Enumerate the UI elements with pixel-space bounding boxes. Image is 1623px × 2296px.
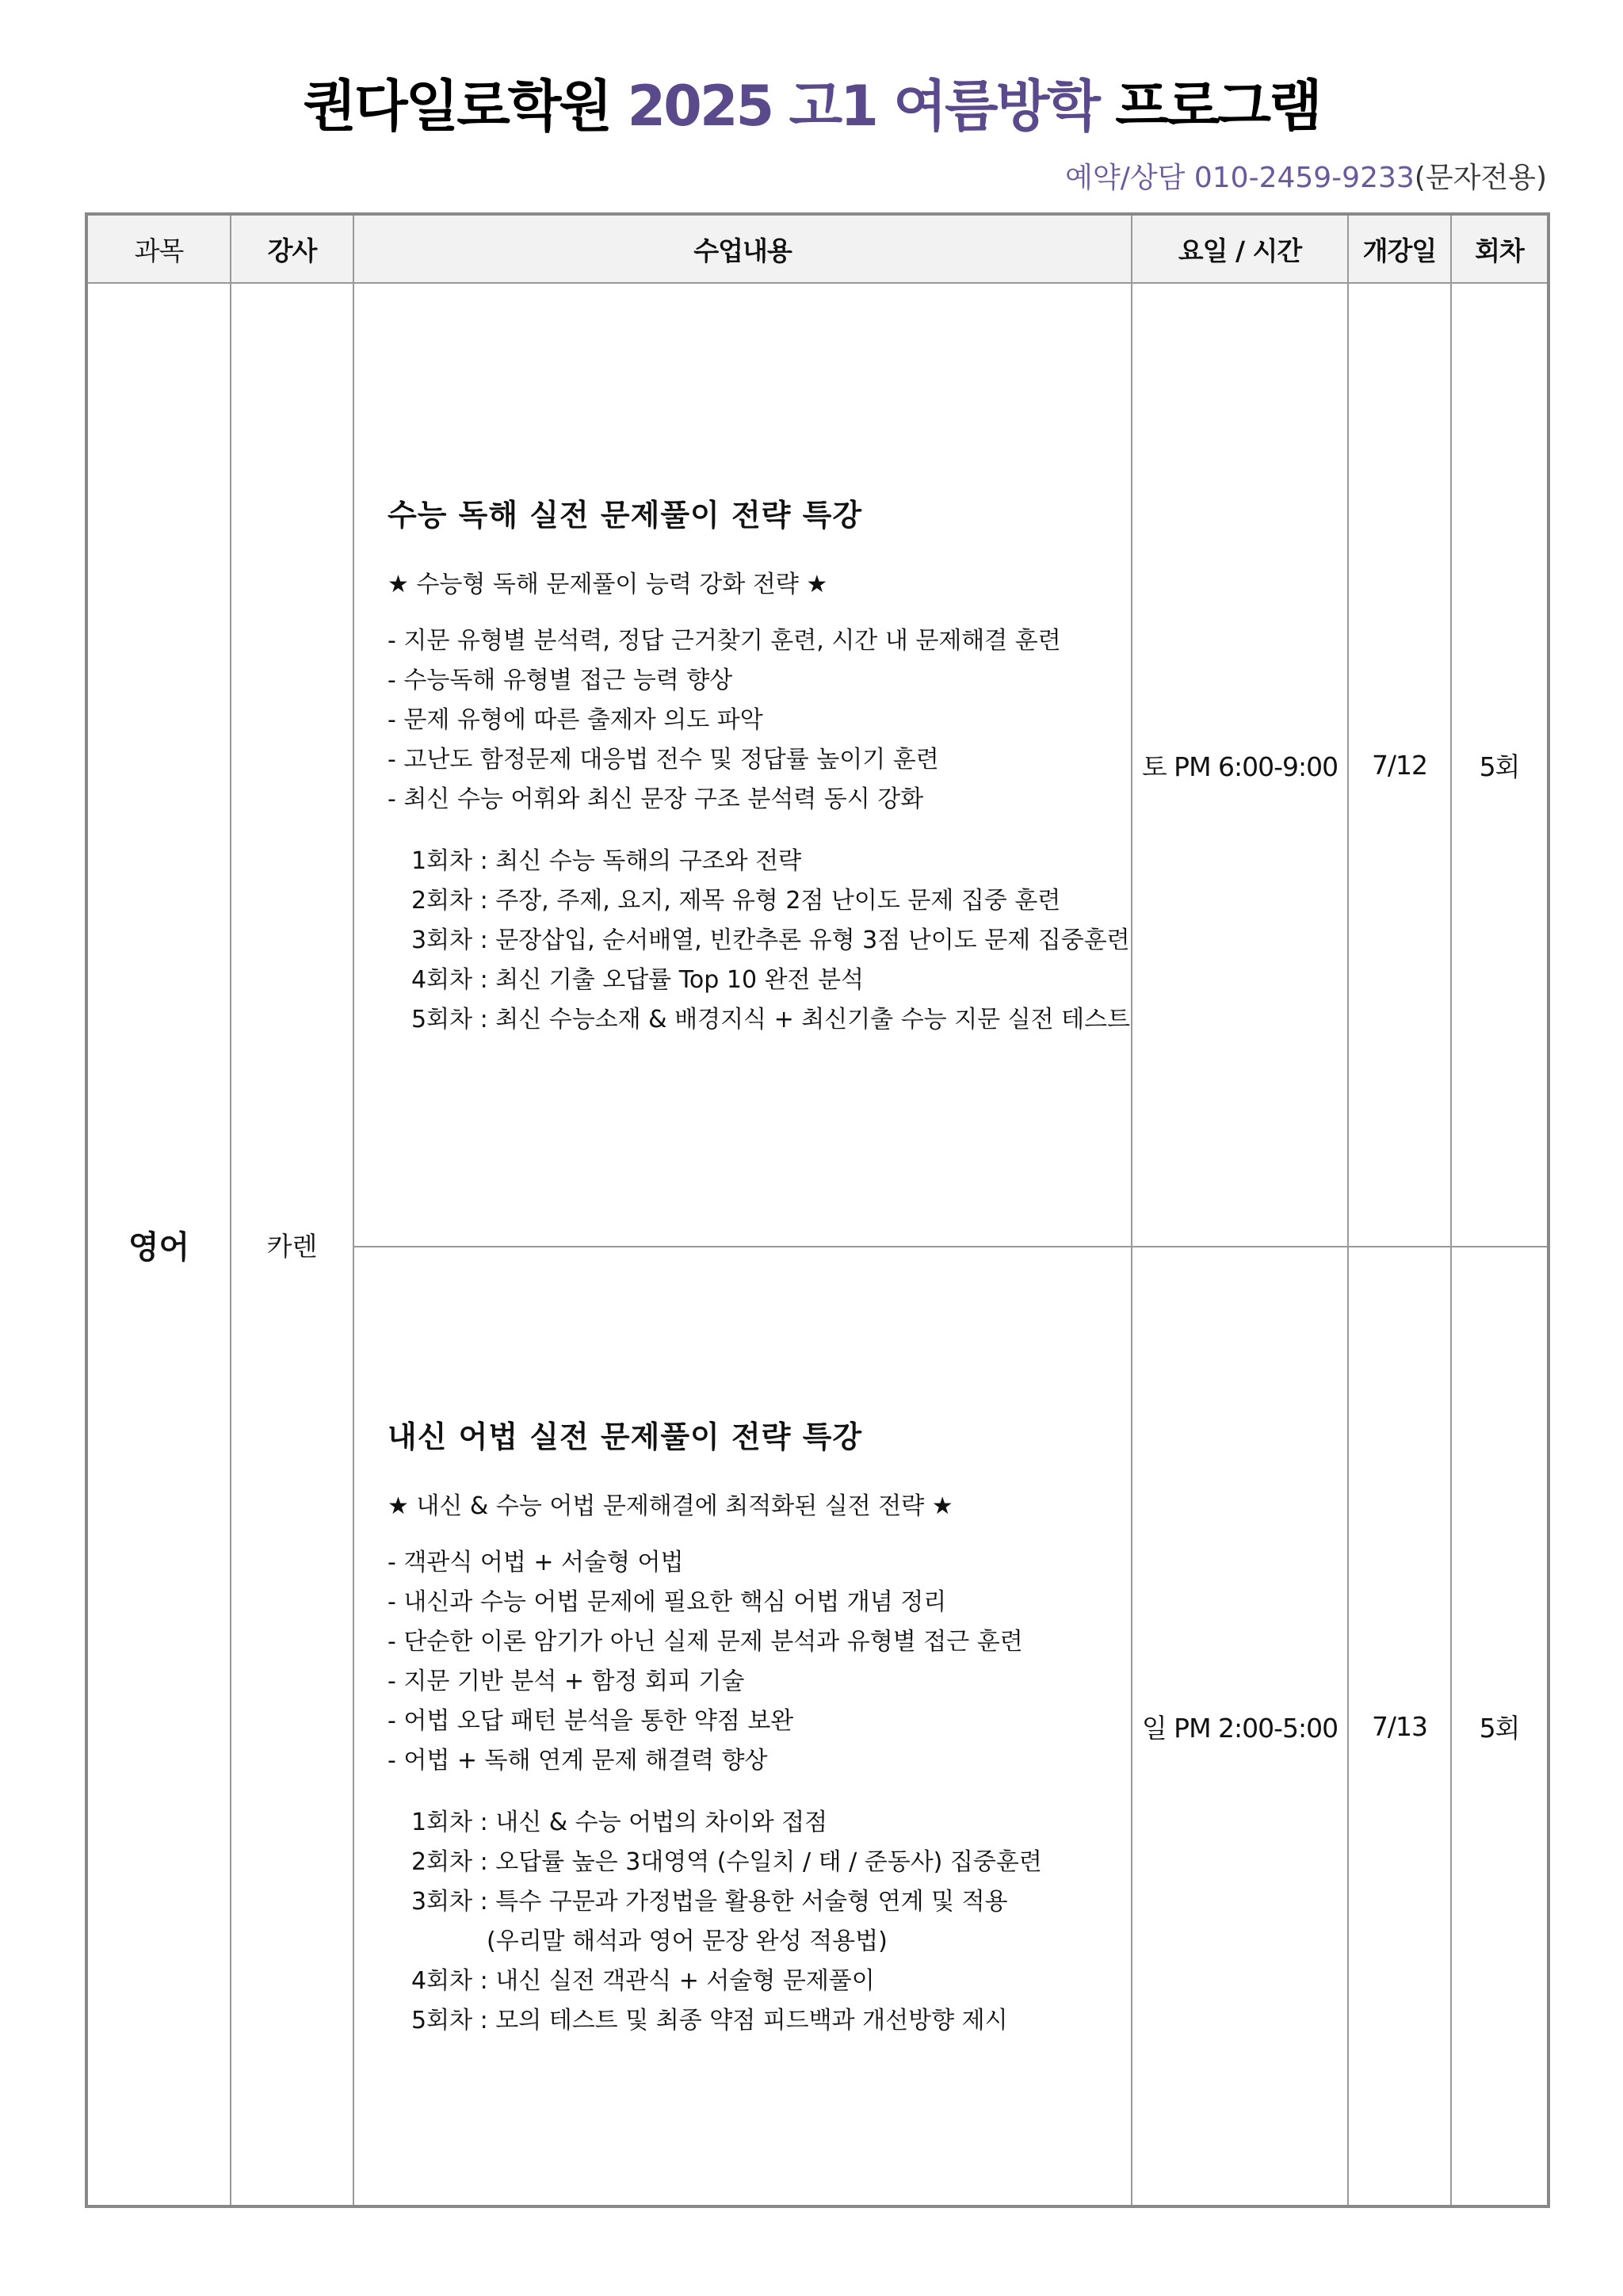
course-title: 내신 어법 실전 문제풀이 전략 특강 [388,1419,863,1454]
course-bullets [388,1543,1131,1781]
schedule-cell: 일 PM 2:00-5:00 [1132,1247,1348,2206]
academy-name: 퀀다일로학원 [303,74,611,139]
start-date-cell: 7/12 [1348,283,1451,1247]
list-item: - 고난도 함정문제 대응법 전수 및 정답률 높이기 훈련 [388,745,939,774]
program-word: 프로그램 [1115,74,1320,139]
list-item: 4회차 : 내신 실전 객관식 + 서술형 문제풀이 [411,1966,875,1995]
list-item: (우리말 해석과 영어 문장 완성 적용법) [487,1927,888,1955]
column-header-count: 회차 [1451,214,1549,283]
list-item: 1회차 : 최신 수능 독해의 구조와 전략 [411,846,802,875]
count-cell: 5회 [1451,1247,1549,2206]
contact-label: 예약/상담 [1065,162,1186,194]
list-item: 2회차 : 주장, 주제, 요지, 제목 유형 2점 난이도 문제 집중 훈련 [411,886,1061,915]
column-header-teacher: 강사 [231,214,353,283]
column-header-schedule: 요일 / 시간 [1132,214,1348,283]
course-title: 수능 독해 실전 문제풀이 전략 특강 [388,497,863,533]
list-item: - 수능독해 유형별 접근 능력 향상 [388,666,733,694]
list-item: - 단순한 이론 암기가 아닌 실제 문제 분석과 유형별 접근 훈련 [388,1627,1023,1656]
list-item: - 객관식 어법 + 서술형 어법 [388,1548,684,1576]
column-header-content: 수업내용 [353,214,1132,283]
list-item: - 내신과 수능 어법 문제에 필요한 핵심 어법 개념 정리 [388,1587,947,1616]
schedule-table [85,212,1550,2208]
course-sessions [388,1803,1131,2041]
list-item: - 어법 + 독해 연계 문제 해결력 향상 [388,1746,768,1775]
course-subtitle: ★ 수능형 독해 문제풀이 능력 강화 전략 ★ [388,570,828,598]
list-item: - 지문 기반 분석 + 함정 회피 기술 [388,1667,745,1695]
contact-phone: 010-2459-9233 [1193,162,1415,194]
course-subtitle: ★ 내신 & 수능 어법 문제해결에 최적화된 실전 전략 ★ [388,1492,953,1520]
subject-cell: 영어 [86,283,231,2206]
program-year-term: 2025 고1 여름방학 [627,74,1098,139]
list-item: 1회차 : 내신 & 수능 어법의 차이와 접점 [411,1808,828,1836]
contact-note: (문자전용) [1414,162,1547,194]
list-item: 3회차 : 특수 구문과 가정법을 활용한 서술형 연계 및 적용 [411,1887,1008,1916]
course-content-cell [353,283,1132,1247]
start-date-cell: 7/13 [1348,1247,1451,2206]
contact-info [1065,155,1547,196]
table-row [86,283,1549,1247]
list-item: 3회차 : 문장삽입, 순서배열, 빈칸추론 유형 3점 난이도 문제 집중훈련 [411,926,1130,954]
column-header-start-date: 개강일 [1348,214,1451,283]
list-item: 5회차 : 최신 수능소재 & 배경지식 + 최신기출 수능 지문 실전 테스트 [411,1005,1131,1033]
course-sessions [388,842,1131,1040]
teacher-cell: 카렌 [231,283,353,2206]
course-content-cell [353,1247,1132,2206]
list-item: - 지문 유형별 분석력, 정답 근거찾기 훈련, 시간 내 문제해결 훈련 [388,626,1061,655]
page-title [0,62,1623,142]
list-item: 5회차 : 모의 테스트 및 최종 약점 피드백과 개선방향 제시 [411,2006,1008,2034]
column-header-subject: 과목 [86,214,231,283]
schedule-cell: 토 PM 6:00-9:00 [1132,283,1348,1247]
count-cell: 5회 [1451,283,1549,1247]
list-item: 4회차 : 최신 기출 오답률 Top 10 완전 분석 [411,965,865,994]
course-bullets [388,621,1131,819]
list-item: - 어법 오답 패턴 분석을 통한 약점 보완 [388,1706,794,1735]
list-item: 2회차 : 오답률 높은 3대영역 (수일치 / 태 / 준동사) 집중훈련 [411,1847,1042,1876]
list-item: - 문제 유형에 따른 출제자 의도 파악 [388,705,763,734]
list-item: - 최신 수능 어휘와 최신 문장 구조 분석력 동시 강화 [388,785,924,813]
table-header-row [86,214,1549,283]
